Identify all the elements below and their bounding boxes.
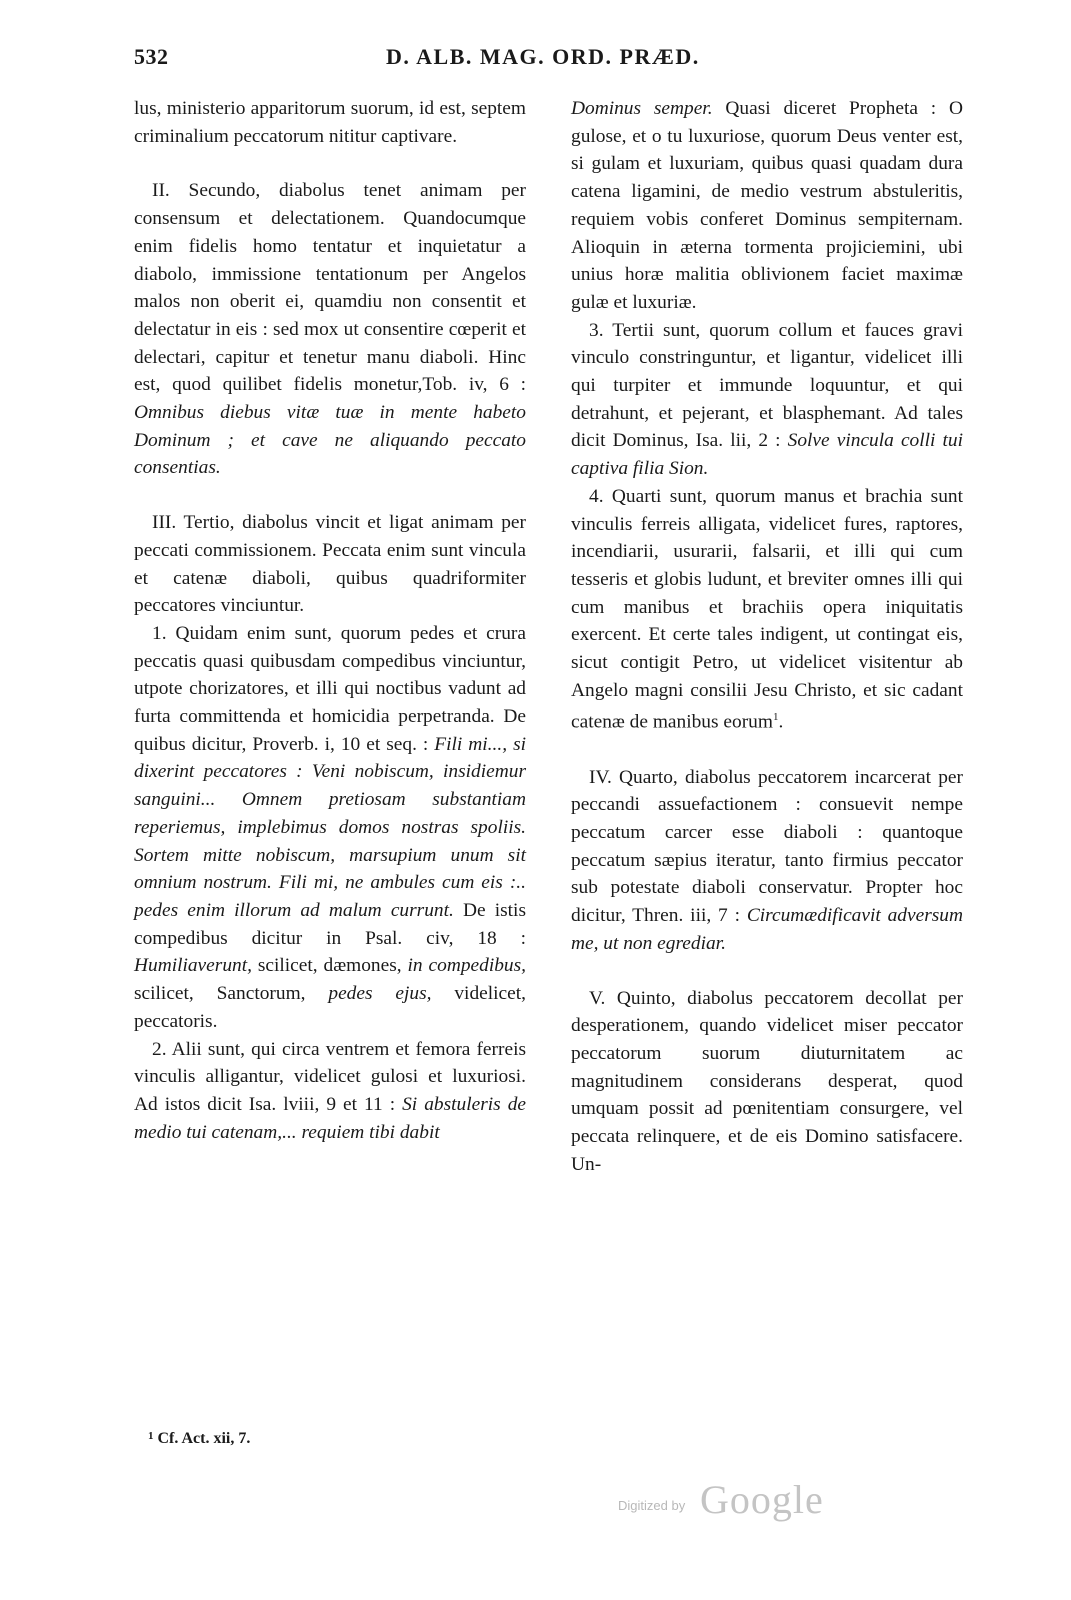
scripture-quote: Dominus semper. [571,98,713,119]
text: 1. Quidam enim sunt, quorum pedes et crura peccatis quasi quibusdam compedibus vinciuntur, utpote chorizatores, et illi qui noctibus vadunt ad furta committenda et homicidia perpetranda. De quibus dicitur, Proverb. i, 10 et seq. : [134,622,526,755]
text: De istis compedibus dicitur in Psal. civ, 18 : [134,899,526,949]
text: scilicet, Sanctorum, [134,983,329,1005]
left-column [134,95,526,1146]
text: . [778,711,784,733]
paragraph-section-iv [571,764,963,958]
paragraph-item-4 [571,483,963,737]
google-logo: Google [700,1477,824,1522]
paragraph-item-1 [134,620,526,1036]
paragraph-item-3 [571,317,963,483]
paragraph [134,95,526,150]
paragraph-section-v [571,985,963,1179]
text: II. Secundo, diabolus tenet animam per consensum et delectationem. Quandocumque enim fidelis homo tentatur et inquietatur a diabolo, immissione tentationum per Angelos malos non oberit ei, quamdiu non consentit et delectatur in eis : sed mox ut consentire cœperit et delectari, capitur et tenetur manu diaboli. Hinc est, quod quilibet fidelis monetur,Tob. iv, 6 : [134,180,526,396]
text: lus, ministerio apparitorum suorum, id est, septem criminalium peccatorum nititur captivare. [134,98,526,147]
running-title: D. ALB. MAG. ORD. PRÆD. [386,44,700,69]
scripture-quote: Si abstuleris de medio tui catenam,... requiem tibi dabit [134,1093,527,1143]
scripture-quote: Humiliaverunt, [134,955,252,977]
scripture-quote: in compedibus, [407,955,526,977]
scripture-quote: Solve vincula colli tui captiva filia Sion. [571,430,963,480]
paragraph-section-ii [134,177,526,482]
scripture-quote: Circumædificavit adversum me, ut non egrediar. [571,905,963,954]
paragraph-section-iii [134,509,526,620]
footnote [148,1430,250,1448]
footnote-reference: 1 [772,711,779,724]
scripture-quote: Omnibus diebus vitæ tuæ in mente habeto Dominum ; et cave ne aliquando peccato consentias. [134,402,526,479]
paragraph-item-2 [134,1036,526,1147]
text: videlicet, peccatoris. [134,983,526,1032]
page-number: 532 [134,44,169,69]
watermark-prefix: Digitized by [618,1498,686,1513]
footnote-mark: 1 [148,1430,154,1442]
text: 2. Alii sunt, qui circa ventrem et femora ferreis vinculis alligantur, videlicet gulosi et luxuriosi. Ad istos dicit Isa. lviii, 9 et 11 : [134,1038,526,1115]
text: III. Tertio, diabolus vincit et ligat animam per peccati commissionem. Peccata enim sunt vincula et catenæ diaboli, quibus quadriformiter peccatores vinciuntur. [134,512,526,617]
footnote-text: Cf. Act. xii, 7. [157,1430,251,1447]
text: 4. Quarti sunt, quorum manus et brachia sunt vinculis ferreis alligata, videlicet fures, raptores, incendiarii, usurarii, falsarii, et illi qui cum tesseris et globis ludunt, et breviter omnes illi qui cum manibus et brachiis opera iniquitatis exercent. Et certe tales indigent, ut contingat eis, sicut contigit Petro, ut videlicet visitentur ab Angelo magni consilii Jesu Christo, et sic cadant catenæ de manibus eorum [571,485,963,733]
page-header [134,44,964,76]
scripture-quote: pedes ejus, [328,983,432,1005]
text: V. Quinto, diabolus peccatorem decollat per desperationem, quando videlicet miser peccator peccatorum suorum diuturnitatem ac magnitudinem considerans desperat, quod umquam possit ad pœnitentiam consurgere, vel peccata relinquere, et de eis Domino satisfacere. Un- [571,987,963,1175]
text: 3. Tertii sunt, quorum collum et fauces gravi vinculo constringuntur, et ligantur, videlicet illi qui turpiter et immunde loquuntur, et qui detrahunt, et pejerant, et blasphemant. Ad tales dicit Dominus, Isa. lii, 2 : [571,319,963,452]
paragraph [571,95,963,317]
text: IV. Quarto, diabolus peccatorem incarcerat per peccandi assuefactionem : consuevit nempe peccatum carcer esse diaboli : quantoque peccatum sæpius iteratur, tanto firmius peccator sub potestate diaboli conservatur. Propter hoc dicitur, Thren. iii, 7 : [571,766,963,927]
digitized-watermark [618,1476,838,1526]
right-column [571,95,963,1178]
scripture-quote: Fili mi..., si dixerint peccatores : Veni nobiscum, insidiemur sanguini... Omnem pretiosam substantiam reperiemus, implebimus domos nostras spoliis. Sortem mitte nobiscum, marsupium unum sit omnium nostrum. Fili mi, ne ambules cum eis :.. pedes enim illorum ad malum currunt. [134,733,527,921]
text: Quasi diceret Propheta : O gulose, et o tu luxuriose, quorum Deus venter est, si gulam et luxuriam, quibus quasi quadam dura catena ligamini, de medio vestrum abstuleritis, requiem vobis conferet Dominus sempiternam. Alioquin in æterna tormenta projiciemini, ubi unius horæ malitia oblivionem faciet maximæ gulæ et luxuriæ. [571,98,964,313]
text: scilicet, dæmones, [251,955,408,977]
